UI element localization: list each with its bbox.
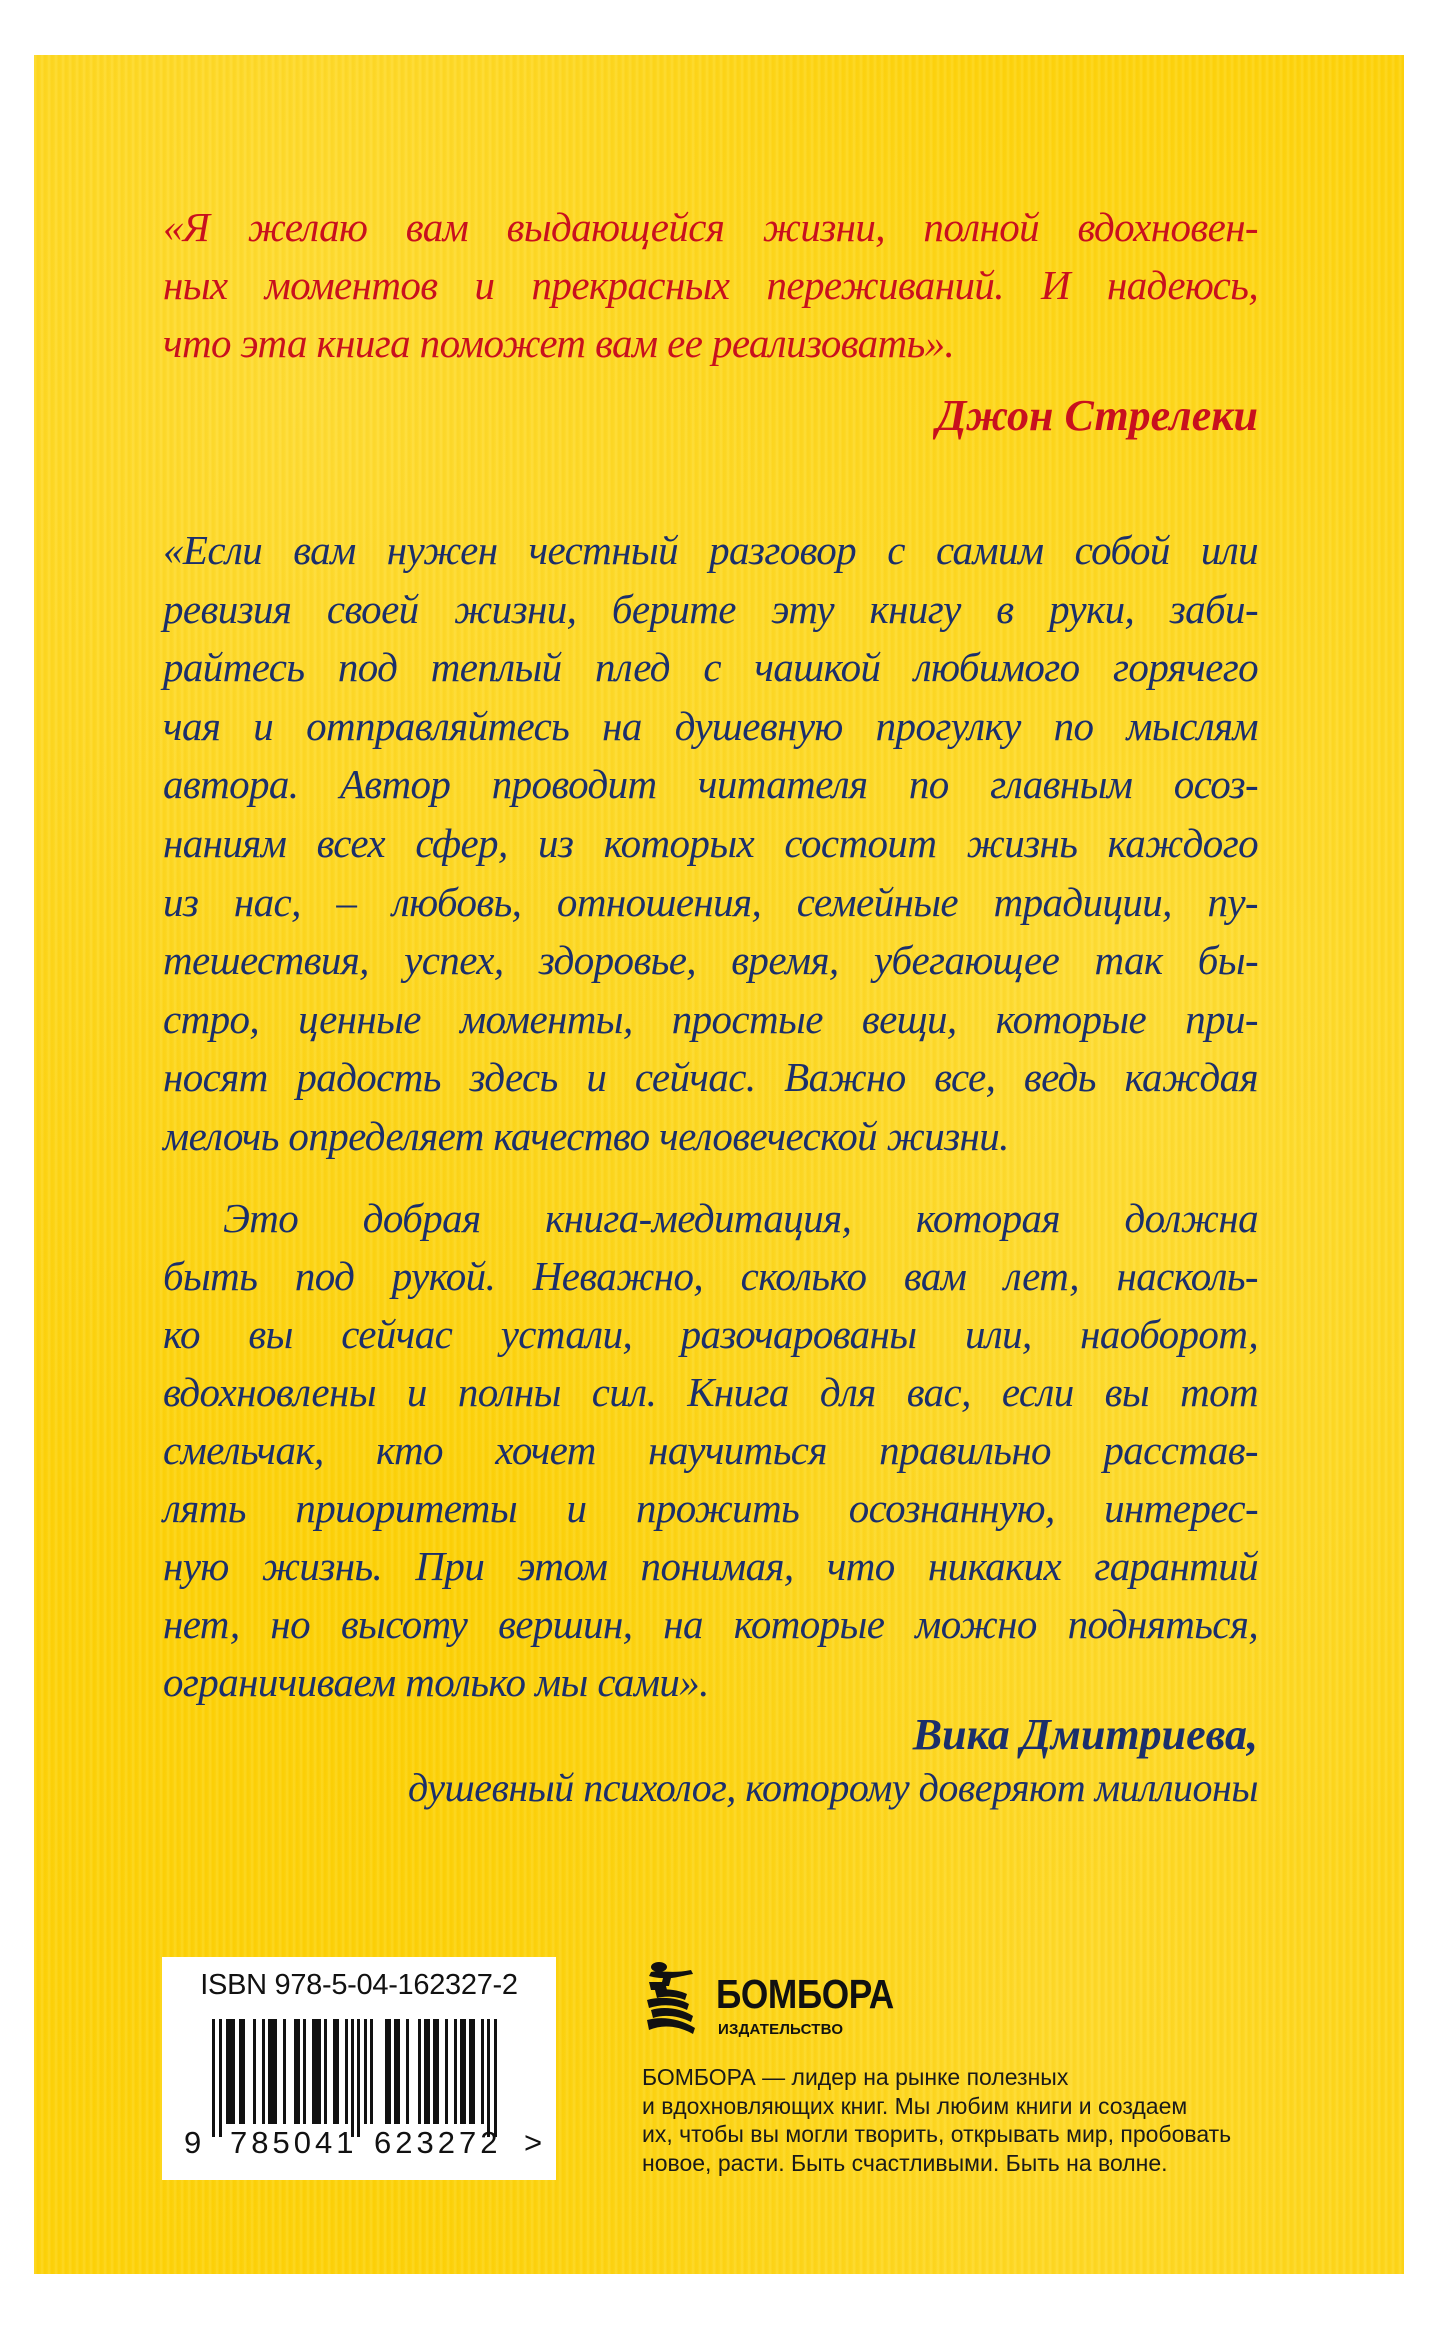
quote-line: наниям всех сфер, из которых состоит жизнь каждого xyxy=(163,820,1258,866)
quote-line: ревизия своей жизни, берите эту книгу в руки, заби- xyxy=(163,585,1258,632)
quote-line: стро, ценные моменты, простые вещи, которые при- xyxy=(163,995,1258,1042)
quote-line: ных моментов и прекрасных переживаний. И надеюсь, xyxy=(163,262,1258,308)
quote-author: Вика Дмитриева, xyxy=(912,1710,1258,1759)
bombora-figure-logo-icon xyxy=(645,1960,697,2036)
publisher-description-line: их, чтобы вы могли творить, открывать мир, пробовать xyxy=(642,2121,1232,2147)
barcode-quiet-zone-marker: > xyxy=(524,2125,543,2160)
publisher-description xyxy=(642,2063,1282,2177)
quote-line: «Я желаю вам выдающейся жизни, полной вдохновен- xyxy=(163,204,1258,250)
publisher-subtitle: ИЗДАТЕЛЬСТВО xyxy=(718,2021,844,2038)
quote-line: автора. Автор проводит читателя по главным осоз- xyxy=(163,761,1258,808)
isbn-barcode xyxy=(162,1957,556,2180)
quote-line: тешествия, успех, здоровье, время, убегающее так бы- xyxy=(163,937,1258,984)
quote-line: из нас, – любовь, отношения, семейные традиции, пу- xyxy=(163,878,1258,925)
quote-line: лять приоритеты и прожить осознанную, интерес- xyxy=(163,1485,1258,1531)
quote-line: быть под рукой. Неважно, сколько вам лет, насколь- xyxy=(163,1253,1258,1299)
quote-line: райтесь под теплый плед с чашкой любимого горячего xyxy=(163,644,1258,691)
quote-line: вдохновлены и полны сил. Книга для вас, если вы тот xyxy=(163,1369,1258,1415)
barcode-digit-prefix: 9 xyxy=(184,2125,202,2160)
isbn-label: ISBN 978-5-04-162327-2 xyxy=(200,1969,518,2001)
barcode-digits-right: 623272 xyxy=(374,2125,502,2160)
publisher-name: БОМБОРА xyxy=(716,1971,894,2017)
quote-line: носят радость здесь и сейчас. Важно все, ведь каждая xyxy=(163,1054,1258,1101)
quote-line: ко вы сейчас устали, разочарованы или, наоборот, xyxy=(163,1311,1258,1357)
book-back-cover xyxy=(34,55,1404,2274)
barcode-bars xyxy=(212,2019,512,2137)
barcode-digits-left: 785041 xyxy=(230,2125,358,2160)
publisher-description-line: БОМБОРА — лидер на рынке полезных xyxy=(642,2064,1069,2090)
quote-line: нет, но высоту вершин, на которые можно подняться, xyxy=(163,1601,1258,1647)
quote-author: Джон Стрелеки xyxy=(936,391,1258,440)
quote-line: чая и отправляйтесь на душевную прогулку по мыслям xyxy=(163,702,1258,749)
quote-line: ограничиваем только мы сами». xyxy=(163,1659,709,1705)
quote-line: «Если вам нужен честный разговор с самим собой или xyxy=(163,527,1258,573)
quote-line: ную жизнь. При этом понимая, что никаких гарантий xyxy=(163,1543,1258,1589)
quote-line: Это добрая книга-медитация, которая должна xyxy=(223,1195,1258,1241)
quote-line: что эта книга поможет вам ее реализовать». xyxy=(163,320,955,366)
quote-author-title: душевный психолог, которому доверяют миллионы xyxy=(408,1765,1258,1810)
quote-line: мелочь определяет качество человеческой жизни. xyxy=(163,1113,1009,1159)
quote-line: смельчак, кто хочет научиться правильно расстав- xyxy=(163,1427,1258,1473)
publisher-description-line: новое, расти. Быть счастливыми. Быть на волне. xyxy=(642,2149,1168,2176)
publisher-description-line: и вдохновляющих книг. Мы любим книги и создаем xyxy=(642,2092,1188,2119)
